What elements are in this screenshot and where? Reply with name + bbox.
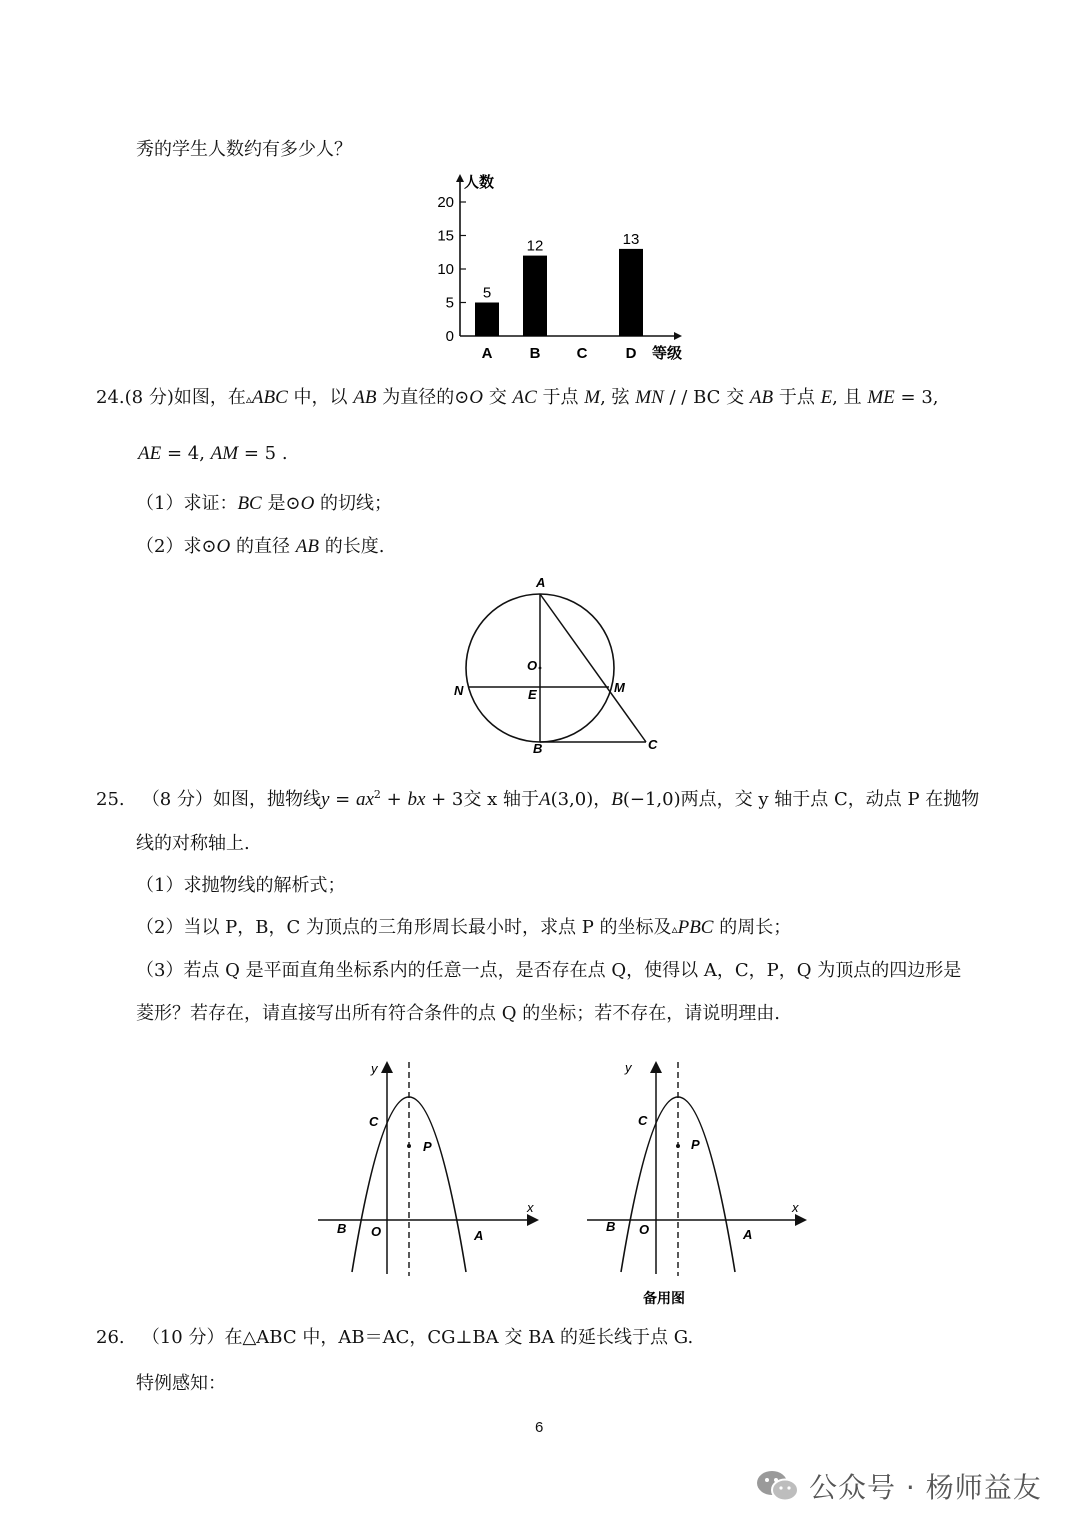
q25-math: = [329, 789, 356, 810]
q25-text: 如图，抛物线 [213, 789, 321, 810]
q24-math: O [469, 387, 484, 408]
q24-score: (8 分) [124, 387, 174, 408]
data-label-A: 5 [482, 284, 492, 302]
label-O: O [639, 1222, 650, 1237]
q24-part1-text: 是⊙ [267, 493, 301, 514]
label-O: O [371, 1224, 382, 1239]
q24-math: O [216, 536, 231, 557]
label-A: A [743, 1227, 753, 1242]
q24-part1 [136, 492, 392, 516]
q26-line2: 特例感知： [136, 1373, 226, 1394]
q24-text: 中，以 [293, 387, 348, 408]
q24-math: AB [749, 387, 774, 408]
triangle-symbol: ▵ [671, 922, 678, 936]
label-x: x [527, 1200, 534, 1215]
point-p [407, 1144, 411, 1148]
q24-math: BC [237, 493, 262, 514]
parabola-figures [300, 1050, 820, 1320]
parabola-figure-main [318, 1061, 536, 1276]
q25-text: 交 x 轴于 [463, 789, 539, 810]
q25-math: B [611, 789, 623, 810]
q25-math: + [380, 789, 408, 810]
q25-math: bx [407, 789, 426, 810]
q24-math: AM [210, 443, 239, 464]
q24-text: , 弦 [600, 387, 630, 408]
q25-math: 2 [373, 788, 381, 801]
triangle-symbol: ▵ [245, 392, 252, 406]
q25-part2-text: 的周长； [719, 917, 792, 938]
x-axis-arrow [674, 332, 682, 340]
x-tick-label-B: B [529, 345, 541, 362]
q25-math: A [538, 789, 551, 810]
label-P: P [423, 1139, 432, 1154]
q24-text: 为直径的⊙ [382, 387, 470, 408]
page-number: 6 [535, 1419, 544, 1436]
y-axis-arrow [456, 174, 464, 182]
q25-part3a: （3）若点 Q 是平面直角坐标系内的任意一点，是否存在点 Q，使得以 A，C，P，Q 为顶点的四边形是 [136, 960, 962, 981]
q25-number: 25. [96, 789, 125, 810]
y-tick-label: 10 [437, 261, 454, 278]
q24-math: MN [635, 387, 664, 408]
q24-line1 [96, 386, 939, 411]
q24-math: M [584, 387, 601, 408]
q24-math: AE [138, 443, 162, 464]
q24-text: 交 [488, 387, 507, 408]
q25-score: （8 分） [141, 789, 213, 810]
q26-number: 26. [96, 1327, 125, 1348]
q24-text: 于点 [542, 387, 579, 408]
q25-math: y [321, 789, 330, 810]
y-axis-label: 人数 [464, 174, 495, 191]
q25-part1: （1）求抛物线的解析式； [136, 875, 346, 896]
q25-text: ， [593, 789, 612, 810]
q24-math: O [300, 493, 315, 514]
q24-math: ME [867, 387, 895, 408]
q24-part2-text: （2）求⊙ [136, 536, 217, 557]
q25-math: (−1,0) [622, 789, 681, 810]
bar-A [475, 303, 499, 337]
x-tick-label-A: A [481, 345, 493, 362]
q25-math: + 3 [425, 789, 464, 810]
label-C: C [369, 1114, 379, 1129]
q25-part2-text: （2）当以 P，B，C 为顶点的三角形周长最小时，求点 P 的坐标及 [136, 917, 672, 938]
q26-line1 [96, 1326, 693, 1350]
label-B: B [533, 741, 543, 756]
q24-text: , 且 [832, 387, 862, 408]
q24-part2 [136, 535, 384, 559]
q25-line1 [96, 783, 979, 812]
label-y: y [371, 1061, 378, 1076]
q25-text: 两点，交 y 轴于点 C，动点 P 在抛物 [680, 789, 980, 810]
y-tick-label: 20 [437, 194, 454, 211]
q24-part2-text: 的直径 [236, 536, 291, 557]
q25-math: ax [355, 789, 374, 810]
x-tick-label-C: C [576, 345, 588, 362]
label-C: C [648, 737, 658, 752]
q24-text: = 3, [900, 387, 939, 408]
center-dot [539, 667, 542, 670]
label-A: A [536, 575, 546, 590]
q24-math: ABC [251, 387, 288, 408]
data-label-D: 13 [622, 230, 640, 248]
q24-math: AB [295, 536, 319, 557]
backup-figure-caption: 备用图 [643, 1290, 685, 1306]
bar-chart [420, 168, 700, 368]
q25-part2 [136, 916, 791, 941]
x-tick-label-D: D [625, 345, 637, 362]
parabola-figure-backup [587, 1060, 804, 1276]
point-p [676, 1144, 680, 1148]
q24-number: 24. [96, 387, 125, 408]
q24-line2 [138, 442, 288, 466]
q25-math: (3,0) [550, 789, 594, 810]
q24-text: = 5 . [243, 443, 288, 464]
label-O: O [527, 658, 538, 673]
label-P: P [691, 1137, 700, 1152]
label-B: B [337, 1221, 347, 1236]
label-C: C [638, 1113, 648, 1128]
q26-text: 在△ABC 中，AB＝AC，CG⊥BA 交 BA 的延长线于点 G. [224, 1327, 694, 1348]
q24-part1-text: （1）求证： [136, 493, 238, 514]
watermark-label: 公众号 · 杨师益友 [809, 1471, 1042, 1504]
label-B: B [606, 1219, 616, 1234]
label-y: y [625, 1060, 632, 1075]
label-E: E [528, 687, 537, 702]
q24-math: AB [353, 387, 377, 408]
y-tick-label: 15 [437, 227, 454, 245]
q25-part3b: 菱形？若存在，请直接写出所有符合条件的点 Q 的坐标；若不存在，请说明理由. [136, 1003, 780, 1024]
label-M: M [614, 680, 625, 695]
circle-figure [440, 570, 670, 760]
q26-score: （10 分） [141, 1327, 225, 1348]
label-N: N [454, 683, 464, 698]
q24-part1-text: 的切线； [320, 493, 393, 514]
q24-math: AC [512, 387, 537, 408]
q24-text: 于点 [778, 387, 815, 408]
data-label-B: 12 [526, 237, 544, 255]
q24-text: / / BC 交 [669, 387, 745, 408]
q24-text: = 4, [166, 443, 205, 464]
q25-line2: 线的对称轴上. [136, 833, 250, 854]
bar-D [619, 249, 643, 336]
y-tick-label: 5 [445, 294, 454, 312]
q24-part2-text: 的长度. [324, 536, 385, 557]
x-axis-label: 等级 [652, 345, 683, 362]
q25-math: PBC [677, 917, 714, 938]
bar-B [523, 256, 547, 336]
q24-text: 如图，在 [173, 387, 246, 408]
prev-question-tail: 秀的学生人数约有多少人？ [136, 139, 352, 160]
wechat-icon [755, 1467, 801, 1505]
label-A: A [474, 1228, 484, 1243]
label-x: x [792, 1200, 799, 1215]
q24-math: E [820, 387, 833, 408]
watermark [755, 1466, 1042, 1506]
y-tick-label: 0 [445, 328, 454, 345]
